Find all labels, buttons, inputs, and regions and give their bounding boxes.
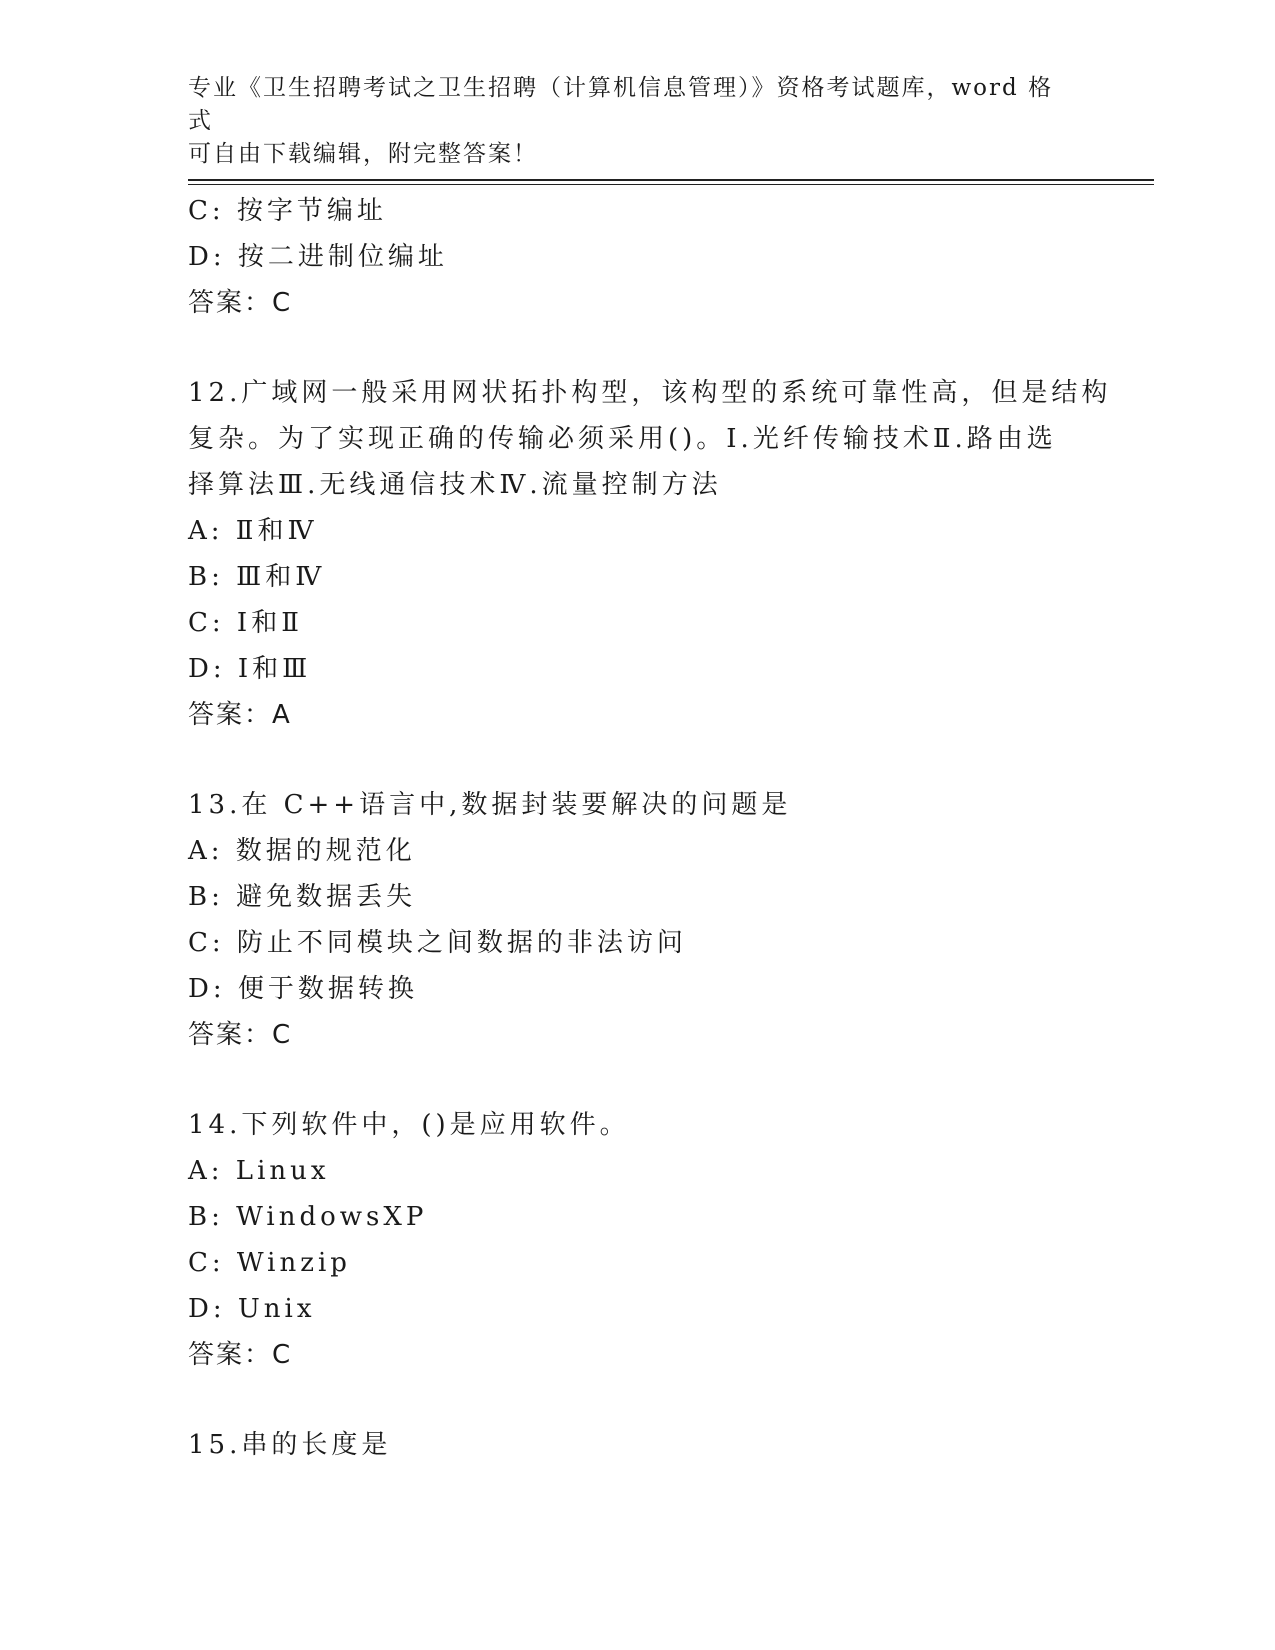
option-b: B: 避免数据丢失 [188, 882, 417, 912]
answer-line: 答案：C [188, 1020, 293, 1050]
option-d: D: Ⅰ和Ⅲ [188, 654, 312, 684]
spacer [188, 1378, 1088, 1422]
header-divider-thin [188, 184, 1154, 185]
option-a: A: Ⅱ和Ⅳ [188, 516, 318, 546]
spacer [188, 738, 1088, 782]
option-c: C: Winzip [188, 1248, 351, 1278]
question-text-line: 复杂。为了实现正确的传输必须采用()。Ⅰ.光纤传输技术Ⅱ.路由选 [188, 424, 1057, 454]
option-c: C: Ⅰ和Ⅱ [188, 608, 303, 638]
question-text: 15.串的长度是 [188, 1430, 392, 1460]
option-b: B: Ⅲ和Ⅳ [188, 562, 326, 592]
header-divider-thick [188, 179, 1154, 181]
option-c: C: 防止不同模块之间数据的非法访问 [188, 928, 687, 958]
spacer [188, 1058, 1088, 1102]
question-text-line: 12.广域网一般采用网状拓扑构型，该构型的系统可靠性高，但是结构 [188, 378, 1112, 408]
answer-line: 答案：C [188, 288, 293, 318]
question-text-line: 择算法Ⅲ.无线通信技术Ⅳ.流量控制方法 [188, 470, 722, 500]
question-block-13 [188, 782, 1088, 1058]
document-header [188, 72, 1068, 171]
question-text: 13.在 C++语言中,数据封装要解决的问题是 [188, 790, 792, 820]
question-block-11 [188, 188, 1088, 326]
question-block-14 [188, 1102, 1088, 1378]
answer-line: 答案：A [188, 700, 292, 730]
header-line-1: 专业《卫生招聘考试之卫生招聘（计算机信息管理）》资格考试题库，word 格式 [188, 75, 1054, 134]
option-c: C: 按字节编址 [188, 196, 387, 226]
question-text: 14.下列软件中，()是应用软件。 [188, 1110, 630, 1140]
option-d: D: 便于数据转换 [188, 974, 418, 1004]
question-block-12 [188, 370, 1112, 738]
option-a: A: Linux [188, 1156, 330, 1186]
question-block-15 [188, 1422, 1088, 1468]
question-list [188, 188, 1112, 1468]
answer-line: 答案：C [188, 1340, 293, 1370]
spacer [188, 326, 1088, 370]
option-a: A: 数据的规范化 [188, 836, 416, 866]
option-d: D: 按二进制位编址 [188, 242, 448, 272]
header-line-2: 可自由下载编辑，附完整答案！ [188, 141, 538, 167]
option-b: B: WindowsXP [188, 1202, 428, 1232]
option-d: D: Unix [188, 1294, 316, 1324]
